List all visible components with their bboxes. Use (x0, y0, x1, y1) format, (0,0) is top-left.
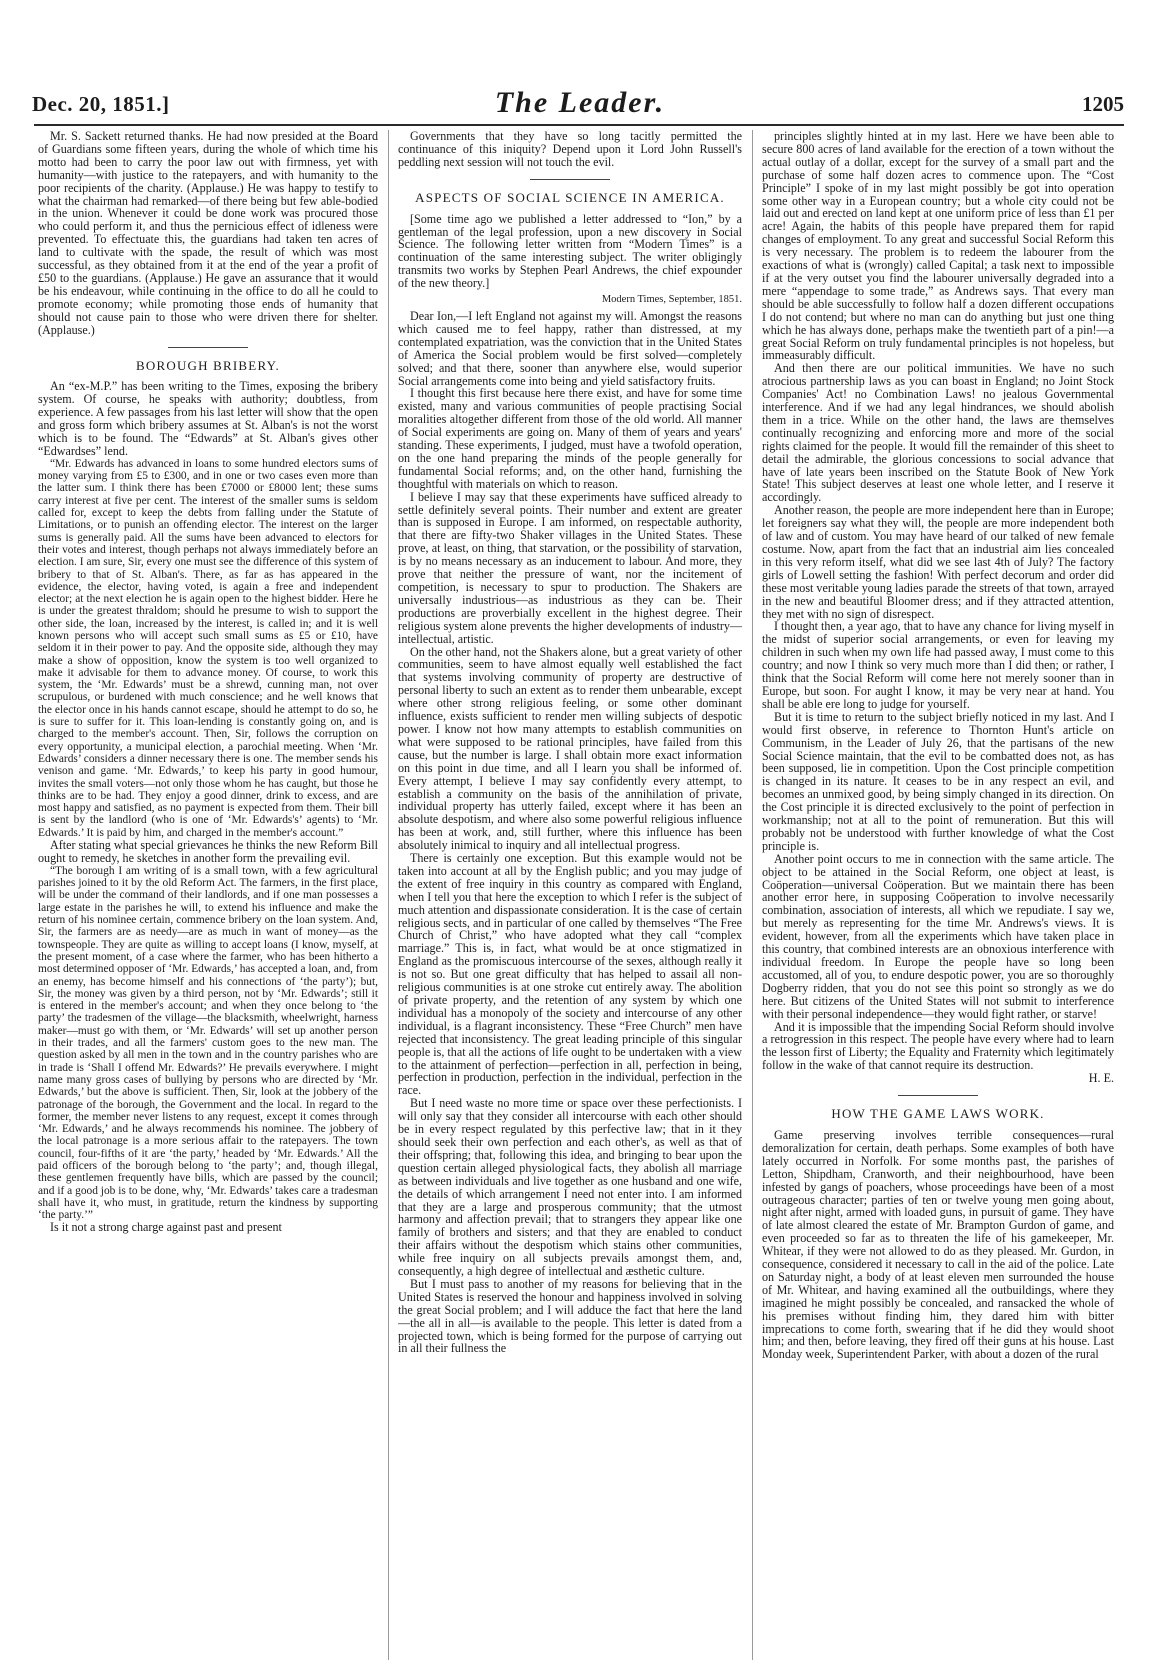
letter-paragraph: And it is impossible that the impending Social Reform should involve a retrogression in this respect. The people have every where had to learn the lesson first of Liberty; the Equality and Fraternity which legitimately follow in the wake of that cannot require its destruction. (762, 1019, 1114, 1073)
letter-paragraph: But I need waste no more time or space over these perfectionists. I will only say that they consider all intercourse with each other should be in every respect regulated by this perfective law; that in it they should seek their own perfection and each other's, as well as that of their offspring; that, following this idea, and bringing to bear upon the question certain alleged physiological facts, they abolish all marriage as between individuals and live together as one husband and one wife, the details of which arrangement I need not enter into. I am informed that they are a large and prosperous community; that the utmost harmony and affection prevail; that to strangers they appear like one family of brothers and sisters; and that they are enabled to conduct their affairs without the despotism which stains other communities, while free inquiry on all subjects prevails amongst them, and, consequently, a high degree of intellectual and æsthetic culture. (398, 1096, 742, 1279)
section-rule (898, 1095, 978, 1096)
column-divider (388, 130, 389, 1660)
column-3 (762, 130, 1114, 1666)
column-1 (38, 130, 378, 1666)
letter-paragraph: I thought then, a year ago, that to have any chance for living myself in the midst of superior social arrangements, or even for leaving my children in such when my own life had passed away, I must come to this country; and now I think so very much more than I did then; or rather, I think that the Social Reform will come here not merely sooner than in Europe, but soon. For aught I know, it may be very near at hand. You shall be able ere long to judge for yourself. (762, 619, 1114, 711)
bribery-quote-1: “Mr. Edwards has advanced in loans to some hundred electors sums of money varying from £5 to £300, and in one or two cases even more than the latter sum. I think there has been £7000 or £8000 lent; these sums carry interest at five per cent. The interest of the smaller sums is seldom called for, except to keep the debts from falling under the Statute of Limitations, or to punish an offending elector. The interest on the larger sums is generally paid. All the sums have been advanced to electors for their votes and interest, though perhaps not always immediately before an election. I am sure, Sir, every one must see the difference of this system of bribery to that of St. Alban's. There, as far as has appeared in the evidence, the elector, having voted, is again a free and independent elector; at the next election he is again open to the highest bidder. Here he is under the greatest thraldom; should he presume to wish to support the other side, the loan, increased by the interest, is called in; and it is well known persons who will accept such small sums as £5 or £10, have seldom it in their power to pay. And the opposite side, although they may make a show of opposition, know the system is too well organized to make it advisable for them to advance money. Of course, to work this system, the ‘Mr. Edwards’ must be a shrewd, cunning man, not over scrupulous, or burdened with much conscience; and he well knows that the elector once in his hands cannot escape, should he attempt to do so, he is sure to suffer for it. This loan-lending is constantly going on, and is charged to the member's account. Then, Sir, follows the corruption on every opportunity, a municipal election, a parochial meeting. When ‘Mr. Edwards’ considers a dinner necessary there is one. The member sends his venison and game. ‘Mr. Edwards,’ to keep his party in good humour, invites the small voters—not only those whom he has caught, but those he thinks are to be had. They enjoy a good dinner, drink to excess, and are most happy and satisfied, as no payment is expected from them. Their bill is sent by the landlord (who is one of ‘Mr. Edwards's’ agents) to ‘Mr. Edwards.’ It is paid by him, and charged in the member's account.” (38, 457, 378, 839)
editor-note: [Some time ago we published a letter addressed to “Ion,” by a gentleman of the legal profession, upon a new discovery in Social Science. The following letter written from “Modern Times” is a continuation of the same interesting subject. The writer obligingly transmits two works by Stephen Pearl Andrews, the chief expounder of the new theory.] (398, 211, 742, 291)
bribery-quote-2: “The borough I am writing of is a small town, with a few agricultural parishes joined to it by the old Reform Act. The farmers, in the first place, will be under the command of their landlords, and if one man possesses a large estate in the parishes he will, to extend his influence and make the return of his nominee certain, commence bribery on the loan system. And, Sir, the farmers are as needy—are as much in want of money—as the townspeople. They are quite as willing to accept loans (I know, myself, at the present moment, of a case where the farmer, who has been hitherto a most determined opposer of ‘Mr. Edwards,’ has accepted a loan, and, from an enemy, has become himself and his connections of ‘the party’); but, Sir, the money was given by a third person, not by ‘Mr. Edwards’; still it is entered in the member's account; and when they once belong to ‘the party’ the tradesmen of the village—the blacksmith, wheelwright, harness maker—must go with them, or ‘Mr. Edwards’ will set up another person in their trades, and all the farmers' custom goes to the new man. The question asked by all men in the town and in the country parishes who are in trade is ‘Shall I offend Mr. Edwards?’ He prevails everywhere. I might name many gross cases of bullying by persons who are directed by ‘Mr. Edwards,’ but the above is sufficient. Then, Sir, look at the jobbery of the patronage of the borough, the Government and the local. In regard to the former, the member never listens to any request, except it comes through ‘Mr. Edwards,’ and he always recommends his nominee. The jobbery of the local patronage is a more serious affair to the ratepayers. The town council, four-fifths of it are ‘the party,’ headed by ‘Mr. Edwards.’ All the paid officers of the borough belong to ‘the party’; and, though illegal, these gentlemen frequently have bills, which are passed by the council; and if a good job is to be done, why, ‘Mr. Edwards’ takes care a tradesman shall have it, who must, in gratitude, return the kindness by supporting ‘the party.’” (38, 864, 378, 1222)
page-header (30, 84, 1130, 128)
letter-dateline: Modern Times, September, 1851. (601, 294, 742, 306)
sackett-paragraph: Mr. S. Sackett returned thanks. He had now presided at the Board of Guardians some fifteen years, during the whole of which time his motto had been to carry the poor law out with firmness, yet with humanity—with justice to the ratepayers, and with humanity to the poor recipients of the charity. (Applause.) He was happy to testify to what the chairman had remarked—of there being but few able-bodied in the union. Whenever it could be done work was procured those who could perform it, and thus the pernicious effect of idleness were prevented. To effectuate this, the guardians had taken ten acres of land to cultivate with the spade, the result of which was most successful, as they obtained from it at the end of the year a profit of £50 to the guardians. (Applause.) He gave an assurance that it would be his endeavour, while continuing in the office to do all he could to promote economy; while promoting those ends of humanity that should not cause pain to those who were driven there for shelter. (Applause.) (38, 130, 378, 337)
letter-paragraph: But I must pass to another of my reasons for believing that in the United States is reserved the honour and happiness involved in solving the great Social problem; and I will adduce the fact that here the land—the all in all—is available to the people. This letter is dated from a projected town, which is being formed for the purpose of carrying out in all their fullness the (398, 1276, 742, 1356)
letter-paragraph: Another point occurs to me in connection with the same article. The object to be attained in the Social Reform, one object at least, is Coöperation—universal Coöperation. But we maintain there has been another error here, in supposing Coöperation to involve necessarily combination, association of interests, all which we repudiate. I say we, but merely as representing for the time Mr. Andrews's views. It is evident, however, from all the experiments which have taken place in this country, that combined interests are an obnoxious interference with individual freedom. In Europe the people have so long been accustomed, all of you, to endure despotic power, you are so thoroughly Dogberry ridden, that you do not see this point so strongly as we do here. But citizens of the United States will not submit to interference with their personal independence—they would fight rather, or starve! (762, 851, 1114, 1021)
issue-date: Dec. 20, 1851.] (32, 92, 170, 116)
section-heading-social-science: ASPECTS OF SOCIAL SCIENCE IN AMERICA. (415, 189, 725, 205)
letter-paragraph: On the other hand, not the Shakers alone, but a great variety of other communities, seem to have almost equally well established the fact that systems involving community of property are destructive of personal liberty to such an extent as to render them unbearable, except where other strong religious feeling, or some other dominant influence, exists sufficient to render men willing subjects of despotic power. I know not how many attempts to establish communities on what were supposed to be rational principles, have failed from this cause, but the number is large. I shall obtain more exact information on this point in due time, and all I learn you shall be informed of. Every attempt, I believe I may say confidently every attempt, to establish a community on the basis of the annihilation of private, individual property has utterly failed, except where it has been an absolute despotism, and where also some powerful religious influence has been at work, and, still further, where this influence has been absolutely inimical to inquiry and all intellectual progress. (398, 644, 742, 853)
column-2 (398, 130, 742, 1666)
letter-paragraph: I believe I may say that these experiments have sufficed already to settle definitely several points. Their number and extent are greater than is supposed in Europe. I am informed, on respectable authority, that there are fifty-two Shaker villages in the United States. These prove, at least, on thing, that starvation, or the possibility of starvation, is by no means necessary as an inducement to labour. And more, they prove that neither the pressure of want, nor the incitement of competition, is necessary to spur to production. The Shakers are universally industrious—as industrious as they can be. Their productions are proverbially excellent in the highest degree. Their religious system alone prevents the higher developments of industry—intellectual, artistic. (398, 489, 742, 646)
section-heading-borough-bribery: BOROUGH BRIBERY. (136, 357, 280, 373)
column-divider (752, 130, 753, 1660)
letter-paragraph: But it is time to return to the subject briefly noticed in my last. And I would first observe, in reference to Thornton Hunt's article on Communism, in the Leader of July 26, that the partisans of the new Social Science maintain, that the evil to be combatted does not, as has been supposed, lie in competition. Upon the Cost principle competition is changed in its nature. It ceases to be in any respect an evil, and becomes an unmixed good, by being simply changed in its direction. On the Cost principle it is directed exclusively to the point of perfection in workmanship; not at all to the point of remuneration. But this will probably not be understood with further knowledge of what the Cost principle is. (762, 709, 1114, 853)
letter-paragraph: I thought this first because here there exist, and have for some time existed, many and various communities of people practising Social moralities altogether different from those of the old world. All manner of Social experiments are going on. Many of them of years and years' standing. These experiments, I judged, must have a twofold operation, on the one hand preparing the minds of the people generally for fundamental Social reforms; and, on the other hand, furnishing the thoughtful with materials on which to reason. (398, 386, 742, 491)
bribery-closing: Is it not a strong charge against past and present (50, 1220, 282, 1235)
page-number: 1205 (1082, 92, 1124, 116)
bribery-transition: After stating what special grievances he thinks the new Reform Bill ought to remedy, he sketches in another form the prevailing evil. (38, 838, 378, 865)
letter-paragraph: Another reason, the people are more independent here than in Europe; let foreigners say what they will, the people are more independent both of law and of custom. You may have heard of our talked of new female costume. Now, apart from the fact that an industrial aim lies concealed in this very reform itself, what did we see last 4th of July? The factory girls of Lowell setting the fashion! With perfect decorum and order did these most veritable young ladies parade the streets of that town, arrayed in the new and beautiful Bloomer dress; and if they attracted attention, they met with no sign of disrespect. (762, 503, 1114, 621)
section-rule (530, 179, 610, 180)
letter-paragraph: Dear Ion,—I left England not against my will. Amongst the reasons which caused me to feel happy, rather than distressed, at my contemplated expatriation, was the conviction that in the United States of America the Social problem would be first solved—completely solved; and that there, sooner than anywhere else, would superior Social arrangements come into being and yield satisfactory fruits. (398, 308, 742, 388)
masthead-title: The Leader. (494, 86, 666, 119)
letter-paragraph: There is certainly one exception. But this example would not be taken into account at all by the English public; and you may judge of the extent of free inquiry in this country as compared with England, when I tell you that here the exception to which I refer is the subject of much attention and dispassionate consideration. It is the case of certain religious sects, and in particular of one called by themselves “The Free Church of Christ,” who have adopted what they call “complex marriage.” This is, in fact, what would be at once stigmatized in England as the promiscuous intercourse of the sexes, although really it is not so. But one great difficulty that has helped to assail all non-religious communities is at one stroke cut entirely away. The abolition of private property, and the retention of any system by which one individual has a monopoly of the society and intercourse of any other individual, is a flagrant inconsistency. These “Free Church” men have rejected that inconsistency. The great leading principle of this singular people is, that all the actions of life ought to be undertaken with a view to the attainment of perfection—perfection in all, perfection in being, perfection in production, perfection in the individual, perfection in the race. (398, 851, 742, 1098)
section-rule (168, 347, 248, 348)
letter-paragraph: principles slightly hinted at in my last. Here we have been able to secure 800 acres of land available for the erection of a town without the actual outlay of a dollar, except for the survey of a small part and the purchase of some half dozen acres to commence upon. The “Cost Principle” I spoke of in my last might possibly be got into operation some other way in a European country; but a whole city could not be laid out and erected on land kept at one uniform price of less than £1 per acre! Again, the habits of this people have prepared them for rapid changes of employment. To any great and successful Social Reform this is very necessary. The problem is to redeem the labourer from the exactions of what is (wrongly) called Capital; a task next to impossible if at the very outset you find the labourer universally degraded into a mere “appendage to some trade,” as Andrews says. That every man should be able successfully to follow half a dozen different occupations I do not contend; but where no man can do anything but just one thing which he has always done, perhaps make the twentieth part of a pin!—a great Social Reform on truly fundamental principles is not hopeless, but immeasurably difficult. (762, 130, 1114, 363)
bribery-intro: An “ex-M.P.” has been writing to the Times, exposing the bribery system. Of course, he speaks with authority; doubtless, from experience. A few passages from his last letter will show that the open and gross form which bribery assumes at St. Alban's is not the worst which is to be found. The “Edwards” at St. Alban's gives other “Edwardses” lend. (38, 379, 378, 458)
letter-signature: H. E. (1088, 1071, 1114, 1086)
bribery-continuation: Governments that they have so long tacitly permitted the continuance of this iniquity? Depend upon it Lord John Russell's peddling next session will not touch the evil. (398, 130, 742, 169)
letter-paragraph: And then there are our political immunities. We have no such atrocious partnership laws as you can boast in England; no Joint Stock Companies' Act! no Combination Laws! no jealous Governmental interference. And if we had any legal hindrances, we should abolish them in a trice. While on the other hand, the laws are themselves continually recognizing and enforcing more and more of the social rights claimed for the people. It would fill the remainder of this sheet to detail the admirable, the glorious concessions to social advance that have of late years been inscribed on the Statute Book of New York State! This subject deserves at least one whole letter, and I reserve it accordingly. (762, 361, 1114, 505)
game-laws-paragraph: Game preserving involves terrible consequences—rural demoralization for certain, death perhaps. Some examples of both have lately occurred in Norfolk. For some months past, the parishes of Letton, Shipdham, Cranworth, and their neighbourhood, have been infested by gangs of poachers, whose proceedings have been of a most outrageous character; parties of ten or twelve young men going about, night after night, armed with loaded guns, in pursuit of game. They have of late almost cleared the estate of Mr. Brampton Gurdon of game, and even proceeded so far as to threaten the life of his gamekeeper, Mr. Whitear, if they were not allowed to do as they pleased. Mr. Gurdon, in consequence, considered it necessary to call in the aid of the police. Late on Saturday night, a body of at least eleven men surrounded the house of Mr. Whitear, and having examined all the outbuildings, where they imagined he might possibly be concealed, and ransacked the whole of his premises without finding him, they dared him with bitter imprecations to come forth, swearing that if he did they would shoot him; and then, before leaving, they fired off their guns at his house. Last Monday week, Superintendent Parker, with about a dozen of the rural (762, 1127, 1114, 1362)
section-heading-game-laws: HOW THE GAME LAWS WORK. (831, 1106, 1045, 1122)
header-rule (34, 124, 1124, 126)
